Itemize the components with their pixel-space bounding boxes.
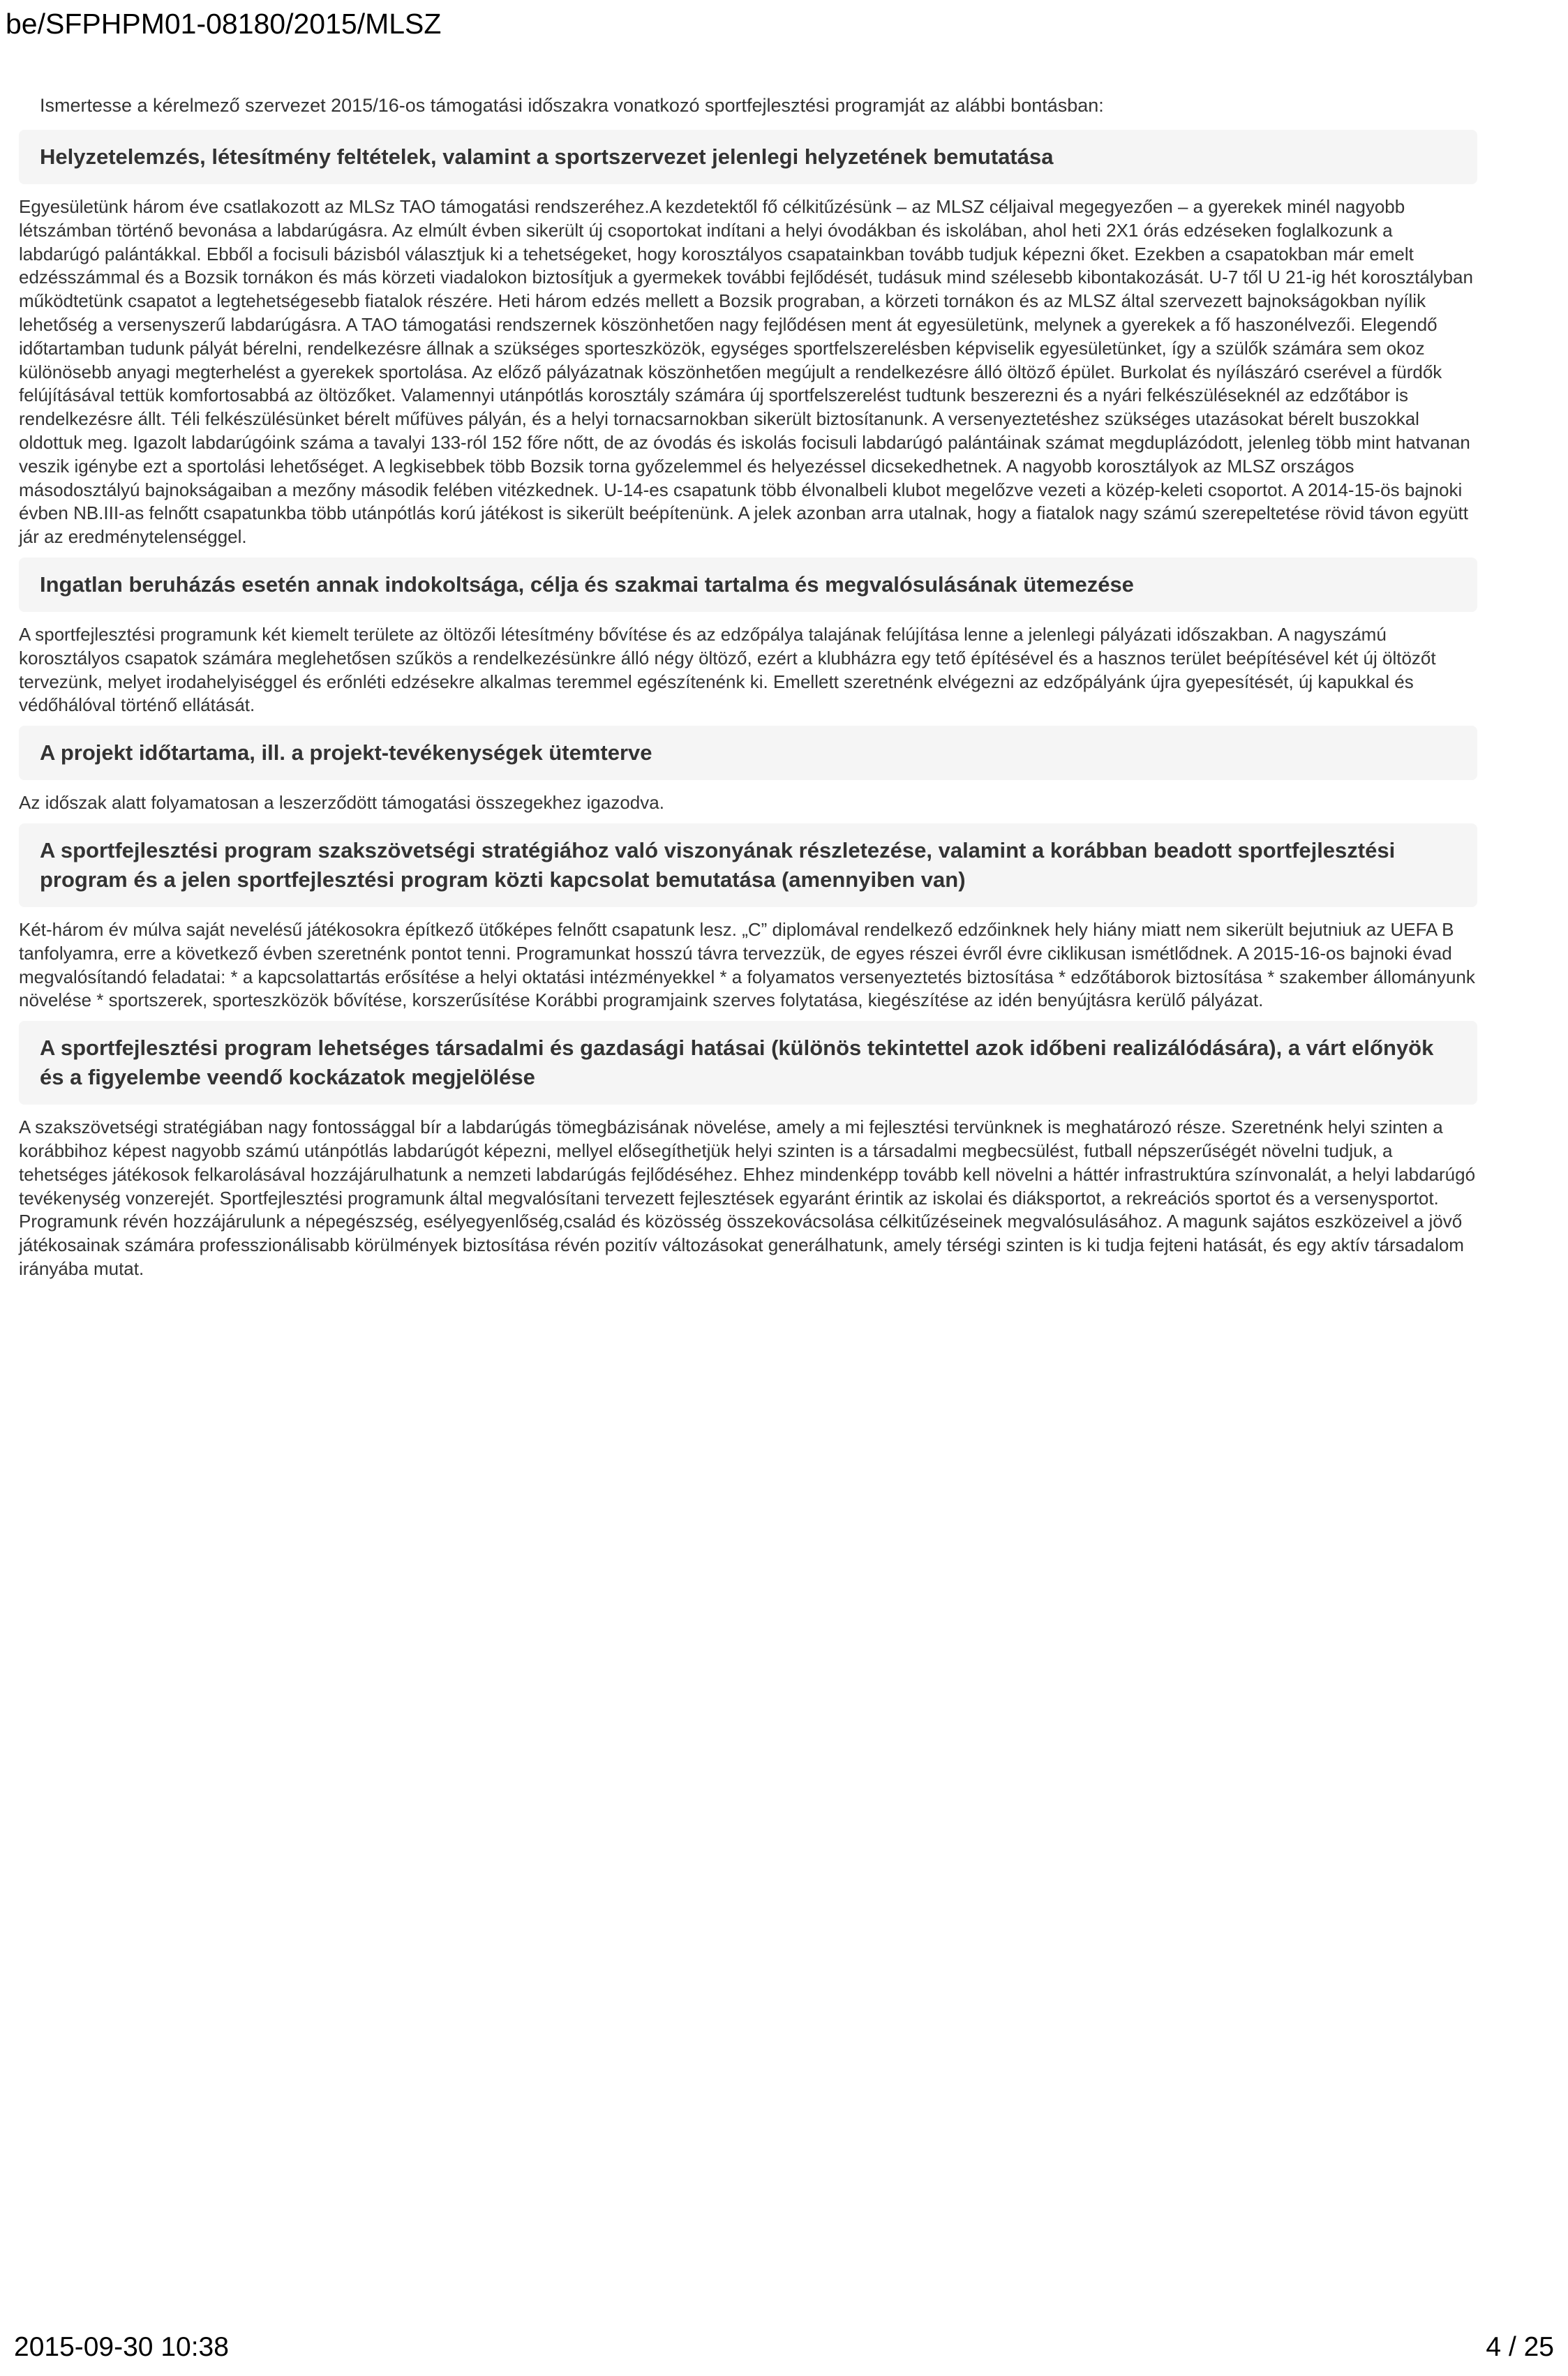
section-body: A szakszövetségi stratégiában nagy fontossággal bír a labdarúgás tömegbázisának növelése, amely a mi fejlesztési tervünknek is meghatározó része. Szeretnénk helyi szinten a korábbihoz képest nagyobb számú utánpótlás labdarúgót képezni, mellyel elősegíthetjük helyi szinten is a társadalmi megbecsülést, futball népszerűségét növelni tudjuk, a tehetséges játékosok felkarolásával hozzájárulhatunk a nemzeti labdarúgás fejlődéséhez. Ehhez mindenképp tovább kell növelni a háttér infrastruktúra színvonalát, a helyi labdarúgó tevékenység vonzerejét. Sportfejlesztési programunk által megvalósítani tervezett fejlesztések egyaránt érintik az iskolai és diáksportot, a rekreációs sportot és a versenysportot. Programunk révén hozzájárulunk a népegészség, esélyegyenlőség,család és közösség összekovácsolása célkitűzéseinek megvalósulásához. A magunk sajátos eszközeivel a jövő játékosainak számára professzionálisabb körülmények biztosítása révén pozitív változásokat generálhatunk, amely térségi szinten is ki tudja fejteni hatását, és egy aktív társadalom irányába mutat. (19, 1116, 1476, 1279)
section-body: Két-három év múlva saját nevelésű játékosokra építkező ütőképes felnőtt csapatunk lesz. „C” diplomával rendelkező edzőinknek hely hiány miatt nem sikerült bejutniuk az UEFA B tanfolyamra, erre a következő évben szeretnénk pontot tenni. Programunkat hosszú távra tervezzük, de egyes részei évről évre ciklikusan ismétlődnek. A 2015-16-os bajnoki évad megvalósítandó feladatai: * a kapcsolattartás erősítése a helyi oktatási intézményekkel * a folyamatos versenyeztetés biztosítása * edzőtáborok biztosítása * szakember állományunk növelése * sportszerek, sporteszközök bővítése, korszerűsítése Korábbi programjaink szerves folytatása, kiegészítése az idén benyújtásra kerülő pályázat. (19, 918, 1475, 1011)
section-situation-analysis (19, 130, 1477, 549)
section-real-estate-investment (19, 558, 1477, 717)
section-social-economic-impact (19, 1021, 1477, 1281)
document-content (19, 94, 1477, 1290)
section-header: A sportfejlesztési program szakszövetségi stratégiához való viszonyának részletezése, valamint a korábban beadott sportfejlesztési program és a jelen sportfejlesztési program közti kapcsolat bemutatása (amennyiben van) (19, 823, 1477, 907)
section-body: A sportfejlesztési programunk két kiemelt területe az öltözői létesítmény bővítése és az edzőpálya talajának felújítása lenne a jelenlegi pályázati időszakban. A nagyszámú korosztályos csapatok számára meglehetősen szűkös a rendelkezésünkre álló négy öltöző, ezért a klubházra egy tető építésével és a hasznos terület beépítésével két új öltözőt tervezünk, melyet irodahelyiséggel és erőnléti edzésekre alkalmas teremmel egészítenénk ki. Emellett szeretnénk elvégezni az edzőpályánk újra gyepesítését, új kapukkal és védőhálóval történő ellátását. (19, 623, 1436, 716)
intro-text: Ismertesse a kérelmező szervezet 2015/16-os támogatási időszakra vonatkozó sportfejlesztési programját az alábbi bontásban: (40, 95, 1104, 116)
section-body: Egyesületünk három éve csatlakozott az MLSz TAO támogatási rendszeréhez.A kezdetektől fő célkitűzésünk – az MLSZ céljaival megegyezően – a gyerekek minél nagyobb létszámban történő bevonása a labdarúgásra. Az elmúlt évben sikerült új csoportokat indítani a helyi óvodákban és iskolában, ahol heti 2X1 órás edzéseken foglalkozunk a labdarúgó palántákkal. Ebből a focisuli bázisból választjuk ki a tehetségeket, hogy korosztályos csapatainkban tovább tudjuk képezni őket. Ezekben a csapatokban már emelt edzésszámmal és a Bozsik tornákon és más körzeti viadalokon biztosítjuk a gyermekek további fejlődését, tudásuk mind szélesebb kibontakozását. U-7 től U 21-ig hét korosztályban működtetünk csapatot a legtehetségesebb fiatalok részére. Heti három edzés mellett a Bozsik prograban, a körzeti tornákon és az MLSZ által szervezett bajnokságokban nyílik lehetőség a versenyszerű labdarúgásra. A TAO támogatási rendszernek köszönhetően nagy fejlődésen ment át egyesületünk, melynek a gyerekek a fő haszonélvezői. Elegendő időtartamban tudunk pályát bérelni, rendelkezésre állnak a szükséges sporteszközök, egységes sportfelszerelésben képviselik egyesületünket, így a szülők számára sem okoz különösebb anyagi megterhelést a gyerekek sportolása. Az előző pályázatnak köszönhetően megújult a rendelkezésre álló öltöző épület. Burkolat és nyílászáró cserével a fürdők felújításával tettük komfortosabbá az öltözőket. Valamennyi utánpótlás korosztály számára új sportfelszerelést tudtunk beszerezni és a nyári felkészüléseknél az edzőtábor is rendelkezésre állt. Téli felkészülésünket bérelt műfüves pályán, és a helyi tornacsarnokban sikerült biztosítanunk. A versenyeztetéshez szükséges utazásokat bérelt buszokkal oldottuk meg. Igazolt labdarúgóink száma a tavalyi 133-ról 152 főre nőtt, de az óvodás és iskolás focisuli labdarúgó palántáinak számat megduplázódott, jelenleg több mint hatvanan veszik igénybe ezt a sportolási lehetőséget. A legkisebbek több Bozsik torna győzelemmel és helyezéssel dicsekedhetnek. A nagyobb korosztályok az MLSZ országos másodosztályú bajnokságaiban a mezőny második felében vitézkednek. U-14-es csapatunk több élvonalbeli klubot megelőzve vezeti a közép-keleti csoportot. A 2014-15-ös bajnoki évben NB.III-as felnőtt csapatunkba több utánpótlás korú játékost is sikerült beépítenünk. A jelek azonban arra utalnak, hogy a fiatalok nagy számú szerepeltetése rövid távon együtt jár az eredménytelenséggel. (19, 196, 1473, 548)
section-header: Helyzetelemzés, létesítmény feltételek, valamint a sportszervezet jelenlegi helyzetének bemutatása (19, 130, 1477, 184)
section-project-timeline (19, 726, 1477, 815)
footer-datetime: 2015-09-30 10:38 (14, 2332, 229, 2362)
document-id: be/SFPHPM01-08180/2015/MLSZ (6, 8, 442, 40)
section-header: A sportfejlesztési program lehetséges társadalmi és gazdasági hatásai (különös tekintettel azok időbeni realizálódására), a várt előnyök és a figyelembe veendő kockázatok megjelölése (19, 1021, 1477, 1105)
footer-page-number: 4 / 25 (1486, 2332, 1554, 2362)
section-strategy-relation (19, 823, 1477, 1013)
section-body: Az időszak alatt folyamatosan a leszerződött támogatási összegekhez igazodva. (19, 792, 664, 814)
section-header: A projekt időtartama, ill. a projekt-tevékenységek ütemterve (19, 726, 1477, 780)
section-header: Ingatlan beruházás esetén annak indokoltsága, célja és szakmai tartalma és megvalósulásának ütemezése (19, 558, 1477, 612)
